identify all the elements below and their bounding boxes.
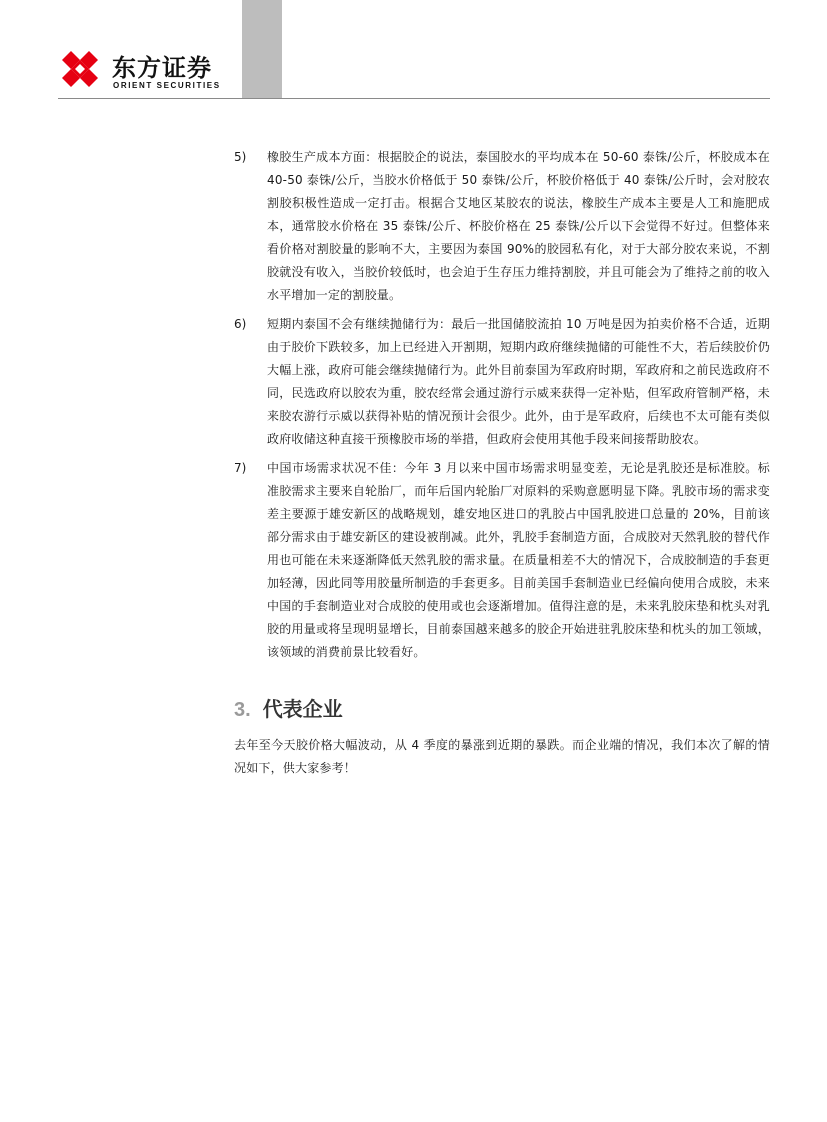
- list-item: [234, 313, 770, 451]
- list-item-number: 6): [234, 317, 247, 331]
- company-logo: [58, 46, 228, 94]
- orient-securities-logo-icon: [58, 48, 104, 90]
- list-item-text: 中国市场需求状况不佳：今年 3 月以来中国市场需求明显变差，无论是乳胶还是标准胶。标准胶需求主要来自轮胎厂，而年后国内轮胎厂对原料的采购意愿明显下降。乳胶市场的需求变差主要源于雄安新区的战略规划，雄安地区进口的乳胶占中国乳胶进口总量的 20%，目前该部分需求由于雄安新区的建设被削减。此外，乳胶手套制造方面，合成胶对天然乳胶的替代作用也可能在未来逐渐降低天然乳胶的需求量。在质量相差不大的情况下，合成胶制造的手套更加轻薄，因此同等用胶量所制造的手套更多。目前美国手套制造业已经偏向使用合成胶，未来中国的手套制造业对合成胶的使用或也会逐渐增加。值得注意的是，未来乳胶床垫和枕头对乳胶的用量或将呈现明显增长，目前泰国越来越多的胶企开始进驻乳胶床垫和枕头的加工领域，该领域的消费前景比较看好。: [267, 461, 770, 659]
- section-heading: [234, 694, 770, 724]
- header-divider: [58, 98, 770, 99]
- list-item: [234, 457, 770, 664]
- list-item-text: 橡胶生产成本方面：根据胶企的说法，泰国胶水的平均成本在 50-60 泰铢/公斤，杯胶成本在 40-50 泰铢/公斤，当胶水价格低于 50 泰铢/公斤，杯胶价格低于 40 泰铢/公斤时，会对胶农割胶积极性造成一定打击。根据合艾地区某胶农的说法，橡胶生产成本主要是人工和施肥成本，通常胶水价格在 35 泰铢/公斤、杯胶价格在 25 泰铢/公斤以下会觉得不好过。但整体来看价格对割胶量的影响不大，主要因为泰国 90%的胶园私有化，对于大部分胶农来说，不割胶就没有收入，当胶价较低时，也会迫于生存压力维持割胶，并且可能会为了维持之前的收入水平增加一定的割胶量。: [267, 150, 770, 302]
- list-item-number: 5): [234, 150, 247, 164]
- section-paragraph: 去年至今天胶价格大幅波动，从 4 季度的暴涨到近期的暴跌。而企业端的情况，我们本次了解的情况如下，供大家参考！: [234, 738, 770, 775]
- header-tab-decoration: [242, 0, 282, 98]
- document-body: [234, 146, 770, 780]
- section-number: 3.: [234, 699, 251, 721]
- brand-name-en: ORIENT SECURITIES: [113, 81, 221, 90]
- list-item: [234, 146, 770, 307]
- section-title: 代表企业: [262, 697, 343, 721]
- list-item-text: 短期内泰国不会有继续抛储行为：最后一批国储胶流拍 10 万吨是因为拍卖价格不合适，近期由于胶价下跌较多，加上已经进入开割期，短期内政府继续抛储的可能性不大，若后续胶价仍大幅上涨，政府可能会继续抛储行为。此外目前泰国为军政府时期，军政府和之前民选政府不同，民选政府以胶农为重，胶农经常会通过游行示威来获得一定补贴，但军政府管制严格，未来胶农游行示威以获得补贴的情况预计会很少。此外，由于是军政府，后续也不太可能有类似政府收储这种直接干预橡胶市场的举措，但政府会使用其他手段来间接帮助胶农。: [267, 317, 770, 446]
- list-item-number: 7): [234, 461, 247, 475]
- brand-name-cn: 东方证券: [112, 54, 212, 82]
